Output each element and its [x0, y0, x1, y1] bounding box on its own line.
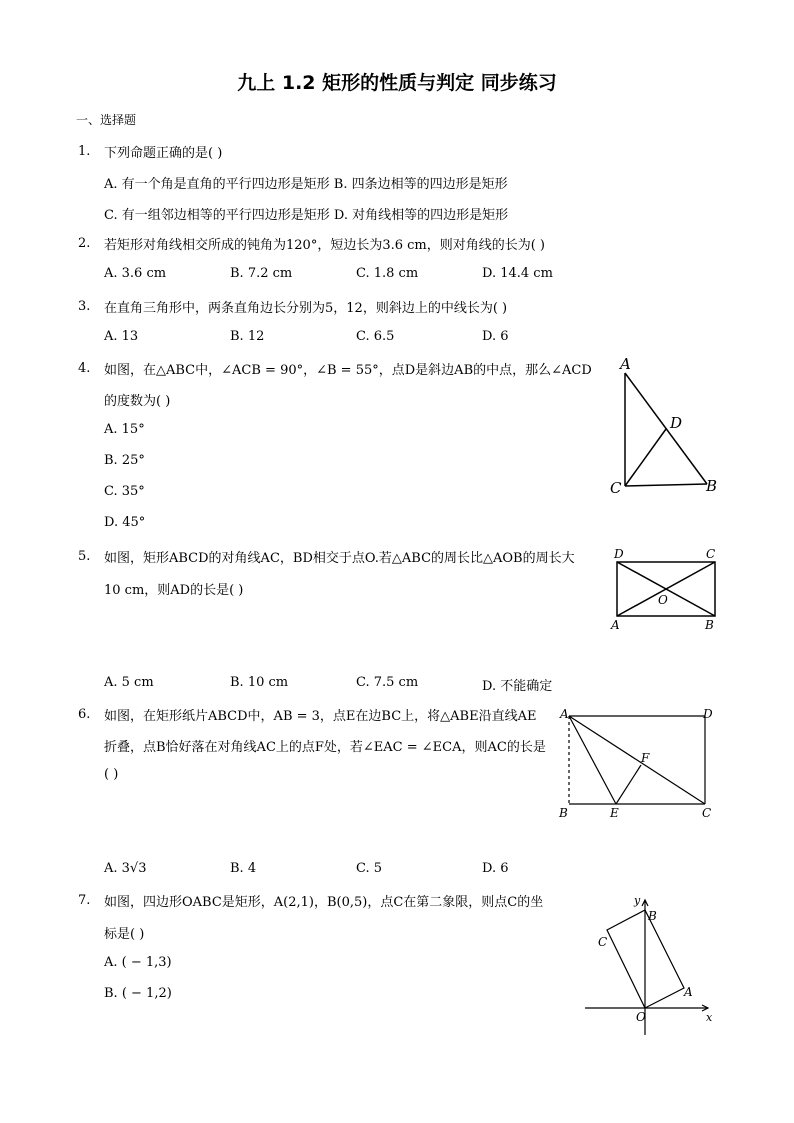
q7-label-y: y: [634, 894, 641, 907]
q7-label-c: C: [598, 935, 608, 949]
q5-number: 5.: [78, 549, 91, 564]
q6-option-a: A. 3√3: [104, 861, 147, 876]
q7-option-b: B. ( − 1,2): [104, 986, 172, 1001]
q4-number: 4.: [78, 361, 91, 376]
q6-label-f: F: [641, 751, 650, 765]
q5-label-d: D: [614, 547, 624, 561]
q6-stem-line3: ( ): [104, 767, 119, 782]
q5-option-b: B. 10 cm: [230, 675, 289, 690]
q2-option-d: D. 14.4 cm: [482, 266, 553, 281]
q6-number: 6.: [78, 707, 91, 722]
q1-number: 1.: [78, 144, 91, 159]
q5-rectangle-figure: [605, 545, 730, 635]
q6-label-e: E: [610, 806, 619, 820]
q7-label-b: B: [648, 909, 657, 923]
q3-option-b: B. 12: [230, 329, 265, 344]
q4-label-c: C: [610, 479, 622, 497]
q6-folding-figure: [555, 700, 725, 825]
q4-label-a: A: [620, 355, 631, 373]
q2-number: 2.: [78, 236, 91, 251]
q6-label-c: C: [702, 806, 712, 820]
q4-label-b: B: [706, 477, 718, 495]
q7-label-a: A: [684, 985, 693, 999]
page-title: 九上 1.2 矩形的性质与判定 同步练习: [237, 72, 557, 94]
q1-stem: 下列命题正确的是( ): [104, 146, 223, 161]
q6-stem-line1: 如图，在矩形纸片ABCD中，AB = 3，点E在边BC上，将△ABE沿直线AE: [104, 709, 537, 724]
q4-option-d: D. 45°: [104, 515, 146, 530]
q5-stem-line1: 如图，矩形ABCD的对角线AC，BD相交于点O.若△ABC的周长比△AOB的周长大: [104, 551, 575, 566]
q7-stem-line1: 如图，四边形OABC是矩形，A(2,1)，B(0,5)，点C在第二象限，则点C的坐: [104, 895, 544, 910]
q2-stem: 若矩形对角线相交所成的钝角为120°，短边长为3.6 cm，则对角线的长为( ): [104, 238, 546, 253]
q4-option-c: C. 35°: [104, 484, 145, 499]
q6-label-b: B: [559, 806, 568, 820]
q1-options-line2: C. 有一组邻边相等的平行四边形是矩形 D. 对角线相等的四边形是矩形: [104, 208, 509, 223]
q2-option-c: C. 1.8 cm: [356, 266, 419, 281]
q7-stem-line2: 标是( ): [104, 927, 145, 942]
q6-option-d: D. 6: [482, 861, 509, 876]
q7-label-x: x: [706, 1011, 713, 1024]
q7-number: 7.: [78, 893, 91, 908]
section-heading: 一、选择题: [76, 113, 137, 127]
q5-option-c: C. 7.5 cm: [356, 675, 419, 690]
q3-option-d: D. 6: [482, 329, 509, 344]
q5-stem-line2: 10 cm，则AD的长是( ): [104, 583, 244, 598]
q4-option-a: A. 15°: [104, 422, 145, 437]
q2-option-b: B. 7.2 cm: [230, 266, 293, 281]
q4-triangle-figure: [600, 355, 730, 500]
q6-stem-line2: 折叠，点B恰好落在对角线AC上的点F处，若∠EAC = ∠ECA，则AC的长是: [104, 740, 546, 755]
q1-options-line1: A. 有一个角是直角的平行四边形是矩形 B. 四条边相等的四边形是矩形: [104, 177, 508, 192]
q4-stem-line2: 的度数为( ): [104, 394, 171, 409]
q4-option-b: B. 25°: [104, 453, 145, 468]
q4-stem-line1: 如图，在△ABC中，∠ACB = 90°，∠B = 55°，点D是斜边AB的中点，那么∠ACD: [104, 363, 592, 378]
q7-coordinate-figure: [580, 890, 720, 1040]
q5-option-a: A. 5 cm: [104, 675, 154, 690]
q5-option-d: D. 不能确定: [482, 679, 553, 694]
q5-label-a: A: [611, 618, 620, 632]
q4-label-d: D: [670, 414, 683, 432]
q5-label-o: O: [658, 593, 668, 607]
q7-label-o: O: [636, 1010, 646, 1024]
q7-option-a: A. ( − 1,3): [104, 955, 172, 970]
q3-option-a: A. 13: [104, 329, 139, 344]
q3-stem: 在直角三角形中，两条直角边长分别为5，12，则斜边上的中线长为( ): [104, 301, 508, 316]
q6-label-a: A: [560, 707, 569, 721]
q2-option-a: A. 3.6 cm: [104, 266, 167, 281]
q6-label-d: D: [703, 707, 713, 721]
q3-number: 3.: [78, 299, 91, 314]
q3-option-c: C. 6.5: [356, 329, 395, 344]
q5-label-c: C: [706, 547, 716, 561]
q6-option-c: C. 5: [356, 861, 383, 876]
q6-option-b: B. 4: [230, 861, 257, 876]
q5-label-b: B: [705, 618, 714, 632]
